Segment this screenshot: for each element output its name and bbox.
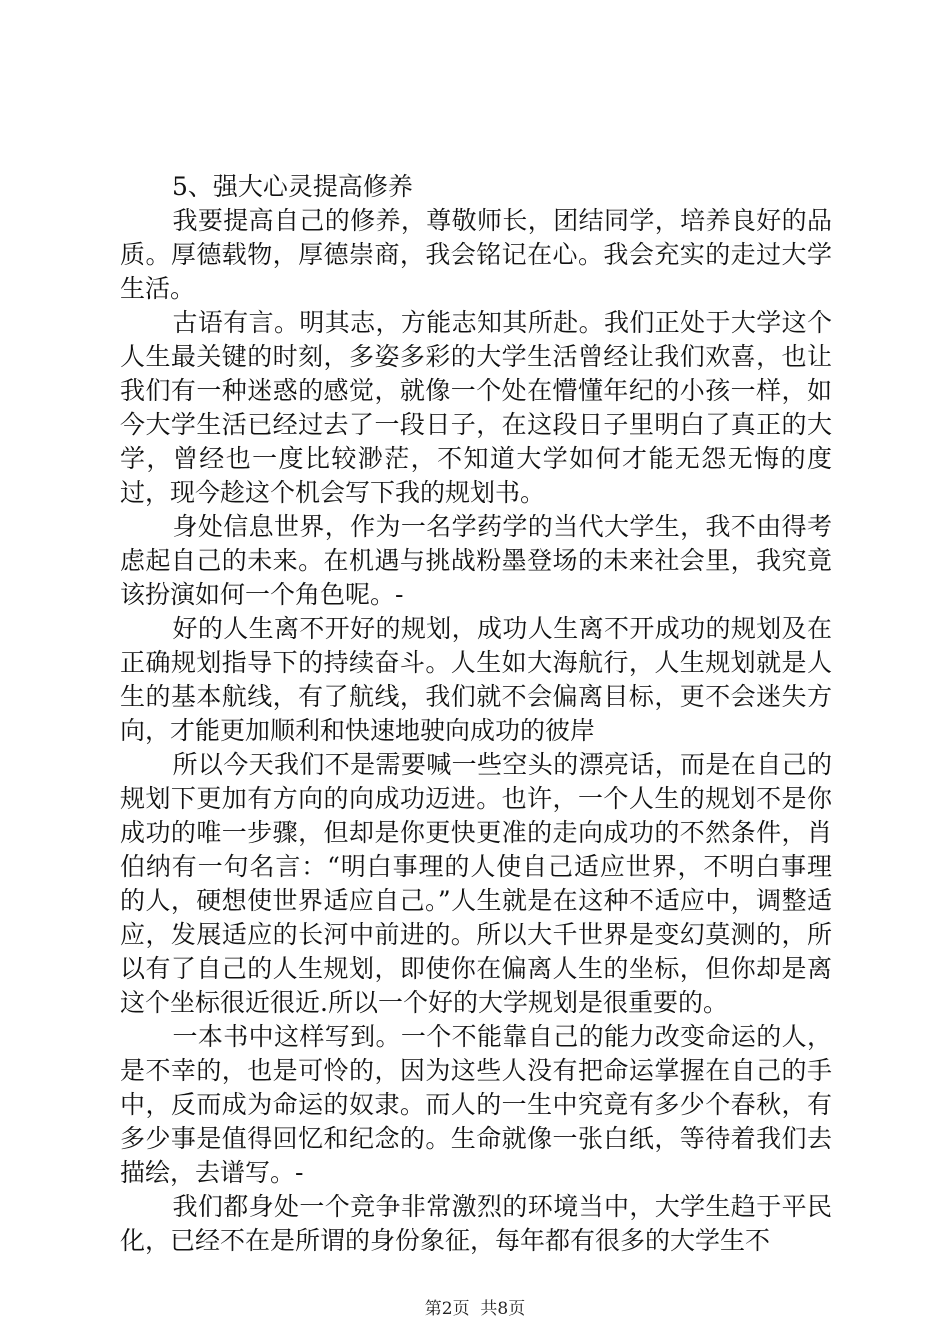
section-heading: 5、强大心灵提高修养 [172,172,413,201]
paragraph-direction: 所以今天我们不是需要喊一些空头的漂亮话，而是在自己的规划下更加有方向的向成功迈进。也许，一个人生的规划不是你成功的唯一步骤，但却是你更快更准的走向成功的不然条件，肖伯纳有一句名言：“明白事理的人使自己适应世界，不明白事理的人，硬想使世界适应自己。”人生就是在这种不适应中，调整适应，发展适应的长河中前进的。所以大千世界是变幻莫测的，所以有了自己的人生规划，即使你在偏离人生的坐标，但你却是离这个坐标很近很近.所以一个好的大学规划是很重要的。 [120,750,832,1017]
page-number-footer: 第2页 共8页 [424,1299,526,1319]
paragraph-ancient-saying: 古语有言。明其志，方能志知其所赴。我们正处于大学这个人生最关键的时刻，多姿多彩的大学生活曾经让我们欢喜，也让我们有一种迷惑的感觉，就像一个处在懵懂年纪的小孩一样，如今大学生活已经过去了一段日子，在这段日子里明白了真正的大学，曾经也一度比较渺茫，不知道大学如何才能无怨无悔的度过，现今趁这个机会写下我的规划书。 [120,308,832,507]
paragraph-good-planning: 好的人生离不开好的规划，成功人生离不开成功的规划及在正确规划指导下的持续奋斗。人生如大海航行，人生规划就是人生的基本航线，有了航线，我们就不会偏离目标，更不会迷失方向，才能更加顺利和快速地驶向成功的彼岸 [120,614,832,745]
paragraph-self-cultivation: 我要提高自己的修养，尊敬师长，团结同学，培养良好的品质。厚德载物，厚德崇商，我会铭记在心。我会充实的走过大学生活。 [120,206,832,303]
document-body [120,170,832,1258]
paragraph-book-quote: 一本书中这样写到。一个不能靠自己的能力改变命运的人，是不幸的，也是可怜的，因为这些人没有把命运掌握在自己的手中，反而成为命运的奴隶。而人的一生中究竟有多少个春秋，有多少事是值得回忆和纪念的。生命就像一张白纸，等待着我们去描绘，去谱写。- [120,1022,832,1187]
paragraph-information-world: 身处信息世界，作为一名学药学的当代大学生，我不由得考虑起自己的未来。在机遇与挑战粉墨登场的未来社会里，我究竟该扮演如何一个角色呢。- [120,512,832,609]
paragraph-competition: 我们都身处一个竞争非常激烈的环境当中，大学生趋于平民化，已经不在是所谓的身份象征，每年都有很多的大学生不 [120,1192,832,1255]
